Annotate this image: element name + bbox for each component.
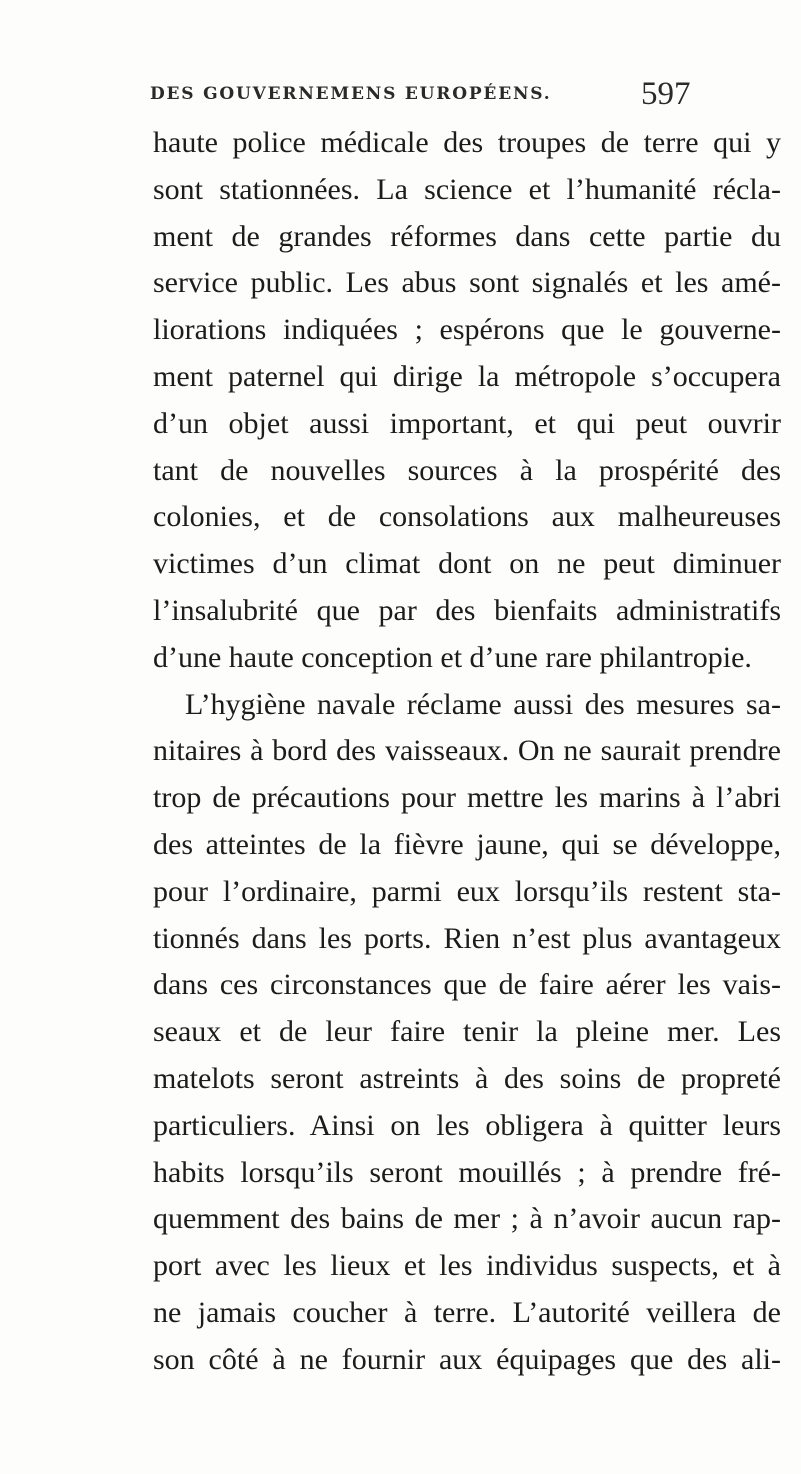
text-line: L’hygiène navale réclame aussi des mesures sa- bbox=[185, 687, 781, 721]
text-line: son côté à ne fournir aux équipages que des ali- bbox=[153, 1342, 781, 1376]
body-text bbox=[153, 120, 793, 1384]
text-line: colonies, et de consolations aux malheureuses bbox=[153, 500, 781, 534]
running-header bbox=[0, 76, 801, 116]
text-line: trop de précautions pour mettre les marins à l’abri bbox=[153, 781, 781, 815]
text-line: victimes d’un climat dont on ne peut diminuer bbox=[153, 547, 781, 581]
text-line: matelots seront astreints à des soins de propreté bbox=[153, 1061, 781, 1095]
text-line: sont stationnées. La science et l’humanité récla- bbox=[153, 172, 781, 206]
text-line: haute police médicale des troupes de terre qui y bbox=[153, 126, 781, 159]
text-line: dans ces circonstances que de faire aérer les vais- bbox=[153, 968, 781, 1002]
text-line: quemment des bains de mer ; à n’avoir aucun rap- bbox=[153, 1202, 781, 1236]
text-line: ment paternel qui dirige la métropole s’occupera bbox=[153, 359, 781, 393]
text-line: d’un objet aussi important, et qui peut ouvrir bbox=[153, 406, 781, 440]
text-line: nitaires à bord des vaisseaux. On ne saurait prendre bbox=[153, 734, 781, 768]
text-line: l’insalubrité que par des bienfaits administratifs bbox=[153, 593, 781, 627]
text-line: port avec les lieux et les individus suspects, et à bbox=[153, 1249, 781, 1283]
text-line: habits lorsqu’ils seront mouillés ; à prendre fré- bbox=[153, 1155, 781, 1189]
text-line: liorations indiquées ; espérons que le gouverne- bbox=[153, 313, 781, 347]
text-line: particuliers. Ainsi on les obligera à quitter leurs bbox=[153, 1108, 781, 1142]
text-line: seaux et de leur faire tenir la pleine mer. Les bbox=[153, 1015, 781, 1049]
text-line: service public. Les abus sont signalés et les amé- bbox=[153, 266, 781, 300]
text-line: d’une haute conception et d’une rare philantropie. bbox=[153, 640, 752, 674]
running-title: DES GOUVERNEMENS EUROPÉENS. bbox=[150, 84, 552, 104]
text-line: tant de nouvelles sources à la prospérité des bbox=[153, 453, 781, 487]
text-line: des atteintes de la fièvre jaune, qui se développe, bbox=[153, 827, 781, 861]
page-number: 597 bbox=[641, 76, 691, 112]
text-line: ment de grandes réformes dans cette partie du bbox=[153, 219, 781, 253]
text-line: tionnés dans les ports. Rien n’est plus avantageux bbox=[153, 921, 781, 955]
text-line: ne jamais coucher à terre. L’autorité veillera de bbox=[153, 1295, 781, 1329]
text-line: pour l’ordinaire, parmi eux lorsqu’ils restent sta- bbox=[153, 874, 781, 908]
